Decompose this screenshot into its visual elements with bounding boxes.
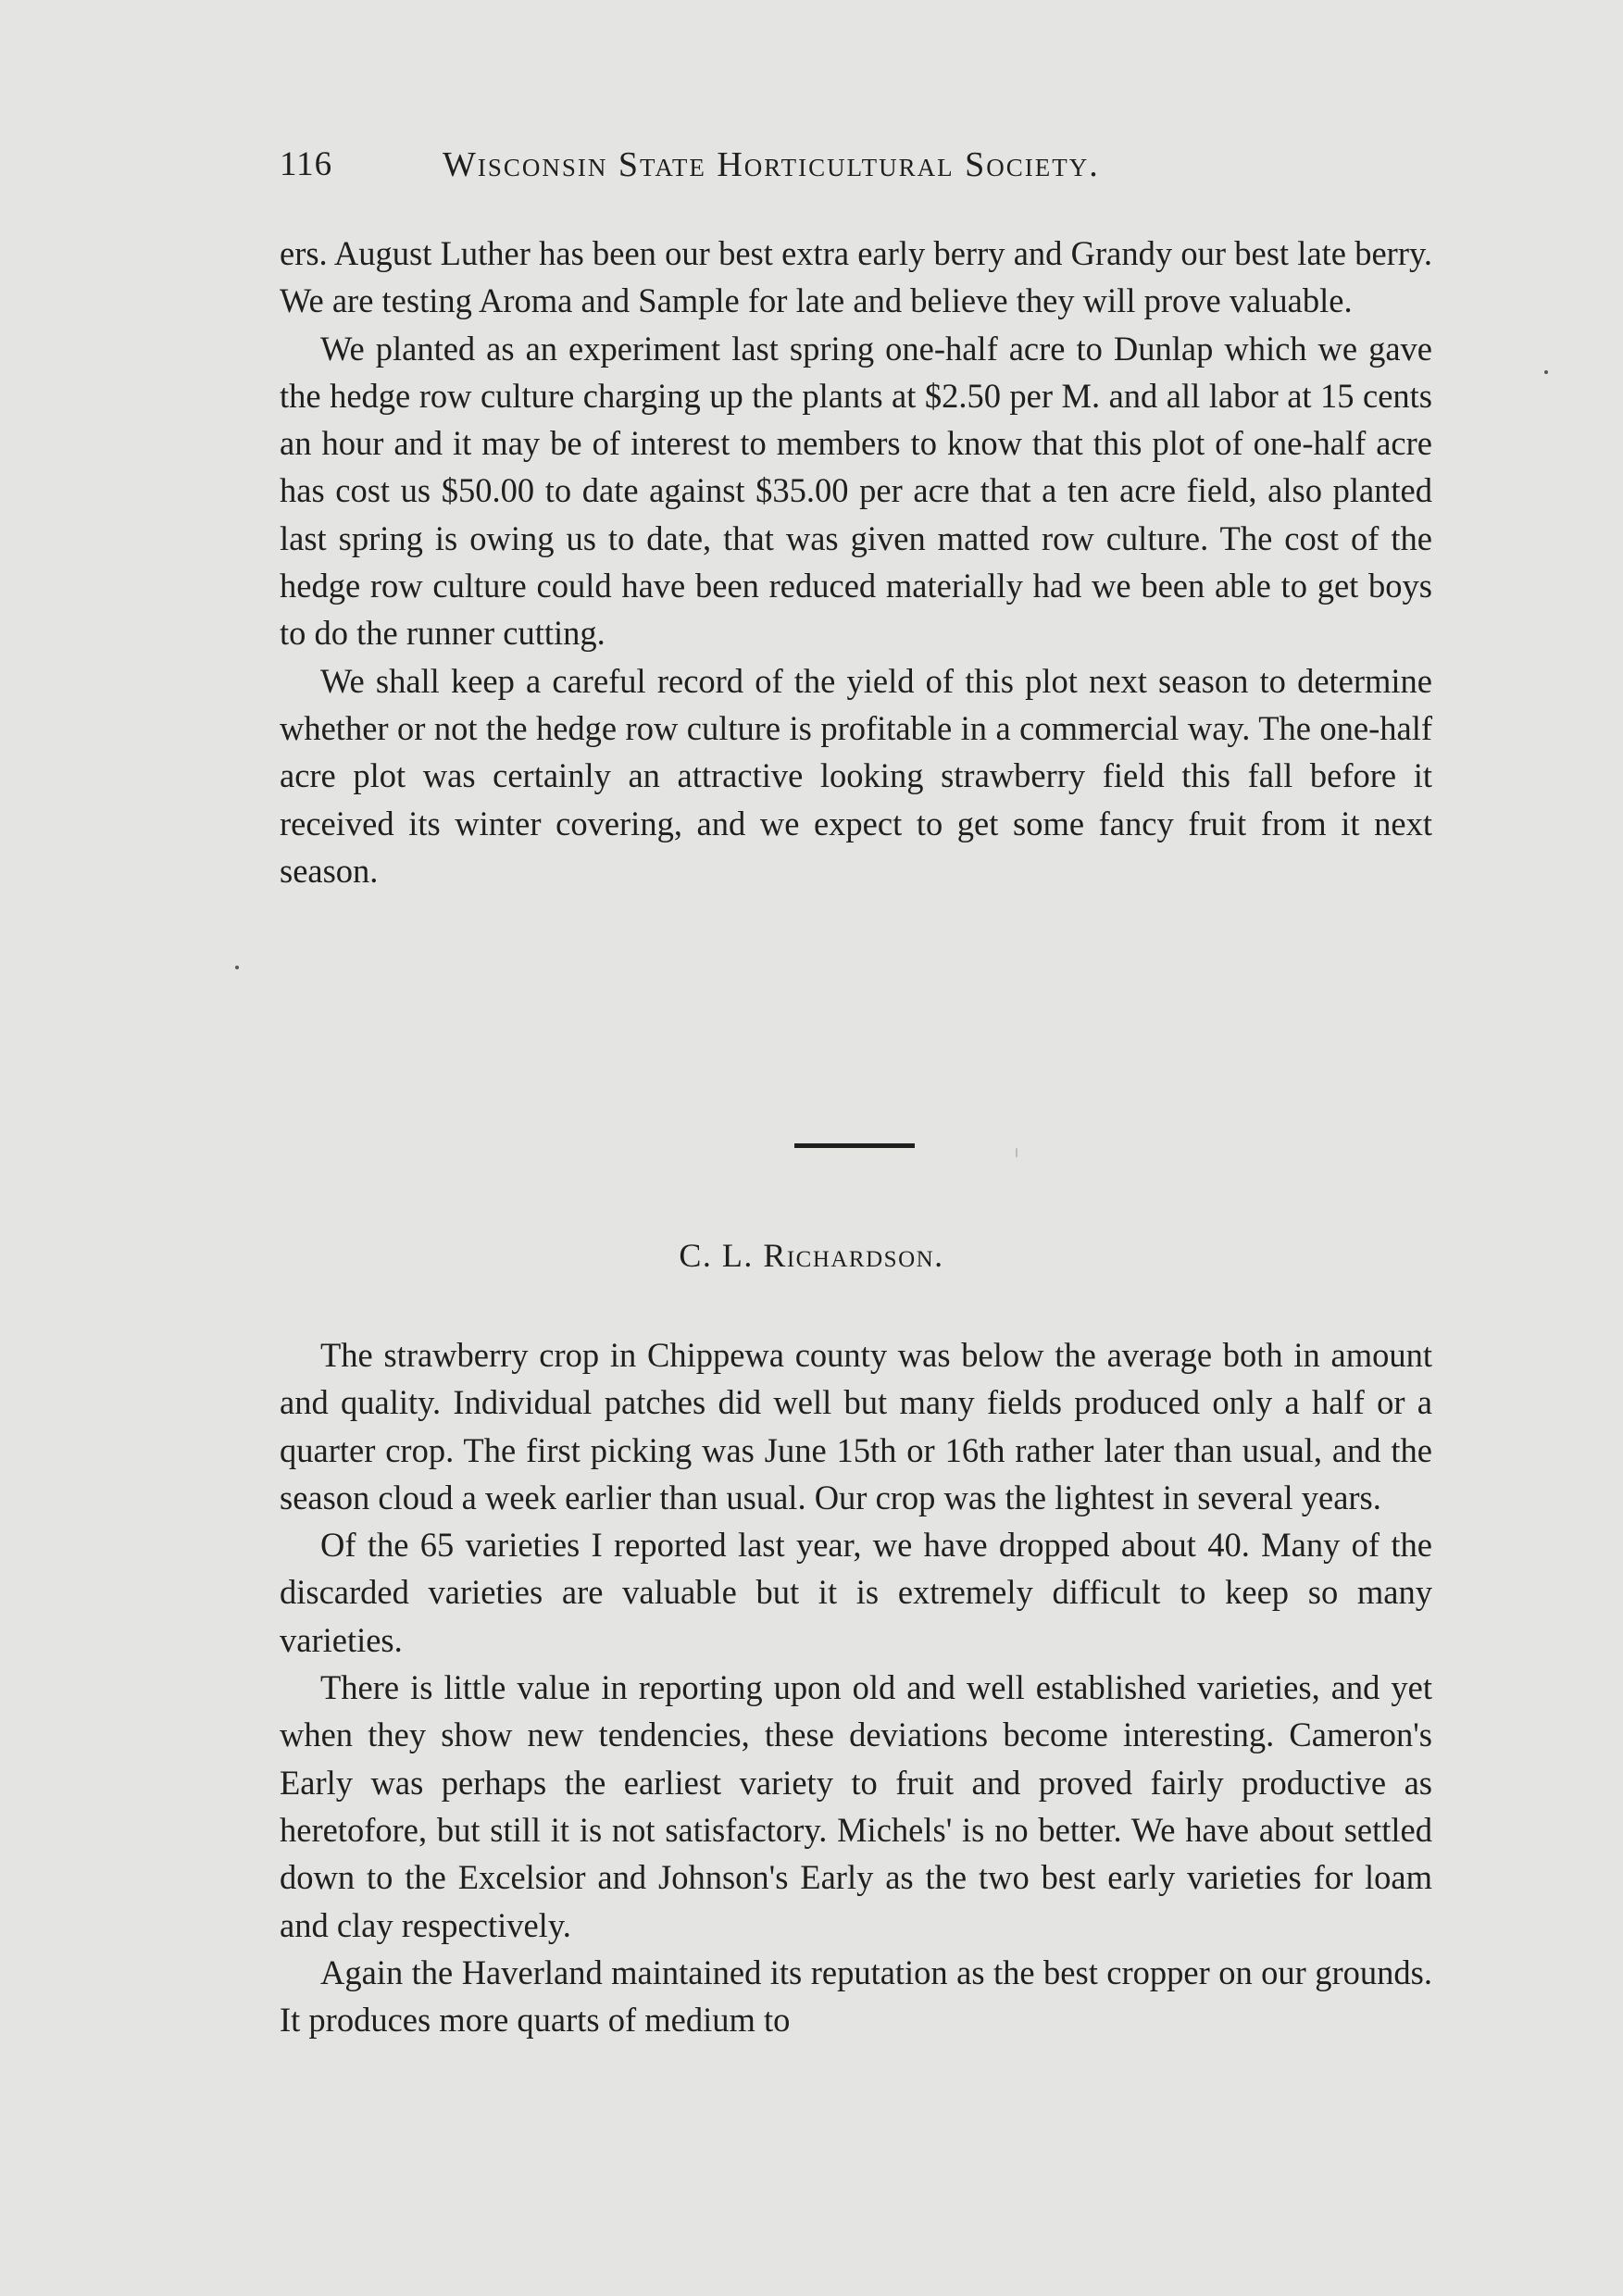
author-heading: C. L. Richardson.: [679, 1237, 944, 1274]
running-head: [280, 139, 1261, 194]
paragraph: Of the 65 varieties I reported last year, we have dropped about 40. Many of the discarded varieties are valuable but it is extremely difficult to keep so many varieties.: [280, 1526, 1432, 1659]
scan-speck: [1016, 1148, 1017, 1157]
paragraph: Again the Haverland maintained its reputation as the best cropper on our grounds. It produces more quarts of medium to: [280, 1953, 1432, 2040]
page-number: 116: [280, 145, 333, 183]
section-one-body: [280, 230, 1432, 894]
scan-speck: [235, 966, 239, 969]
section-two-body: [280, 1331, 1432, 2043]
section-separator-rule: [794, 1143, 915, 1148]
paragraph: ers. August Luther has been our best extra early berry and Grandy our best late berry. We are testing Aroma and Sample for late and believe they will prove valuable.: [280, 234, 1432, 320]
paragraph: There is little value in reporting upon old and well established varieties, and yet when they show new tendencies, these deviations become interesting. Cameron's Early was perhaps the earliest variety to fruit and proved fairly productive as heretofore, but still it is not satisfactory. Michels' is no better. We have about settled down to the Excelsior and Johnson's Early as the two best early varieties for loam and clay respectively.: [280, 1668, 1432, 1944]
scan-speck: [1544, 370, 1548, 374]
paragraph: The strawberry crop in Chippewa county was below the average both in amount and quality. Individual patches did well but many fields produced only a half or a quarter crop. The first picking was June 15th or 16th rather later than usual, and the season cloud a week earlier than usual. Our crop was the lightest in several years.: [280, 1336, 1432, 1516]
paragraph: We shall keep a careful record of the yield of this plot next season to determine whether or not the hedge row culture is profitable in a commercial way. The one-half acre plot was certainly an attractive looking strawberry field this fall before it received its winter covering, and we expect to get some fancy fruit from it next season.: [280, 661, 1432, 890]
paragraph: We planted as an experiment last spring one-half acre to Dunlap which we gave the hedge row culture charging up the plants at $2.50 per M. and all labor at 15 cents an hour and it may be of interest to members to know that this plot of one-half acre has cost us $50.00 to date against $35.00 per acre that a ten acre field, also planted last spring is owing us to date, that was given matted row culture. The cost of the hedge row culture could have been reduced materially had we been able to get boys to do the runner cutting.: [280, 329, 1432, 653]
journal-title: Wisconsin State Horticultural Society.: [443, 145, 1100, 184]
